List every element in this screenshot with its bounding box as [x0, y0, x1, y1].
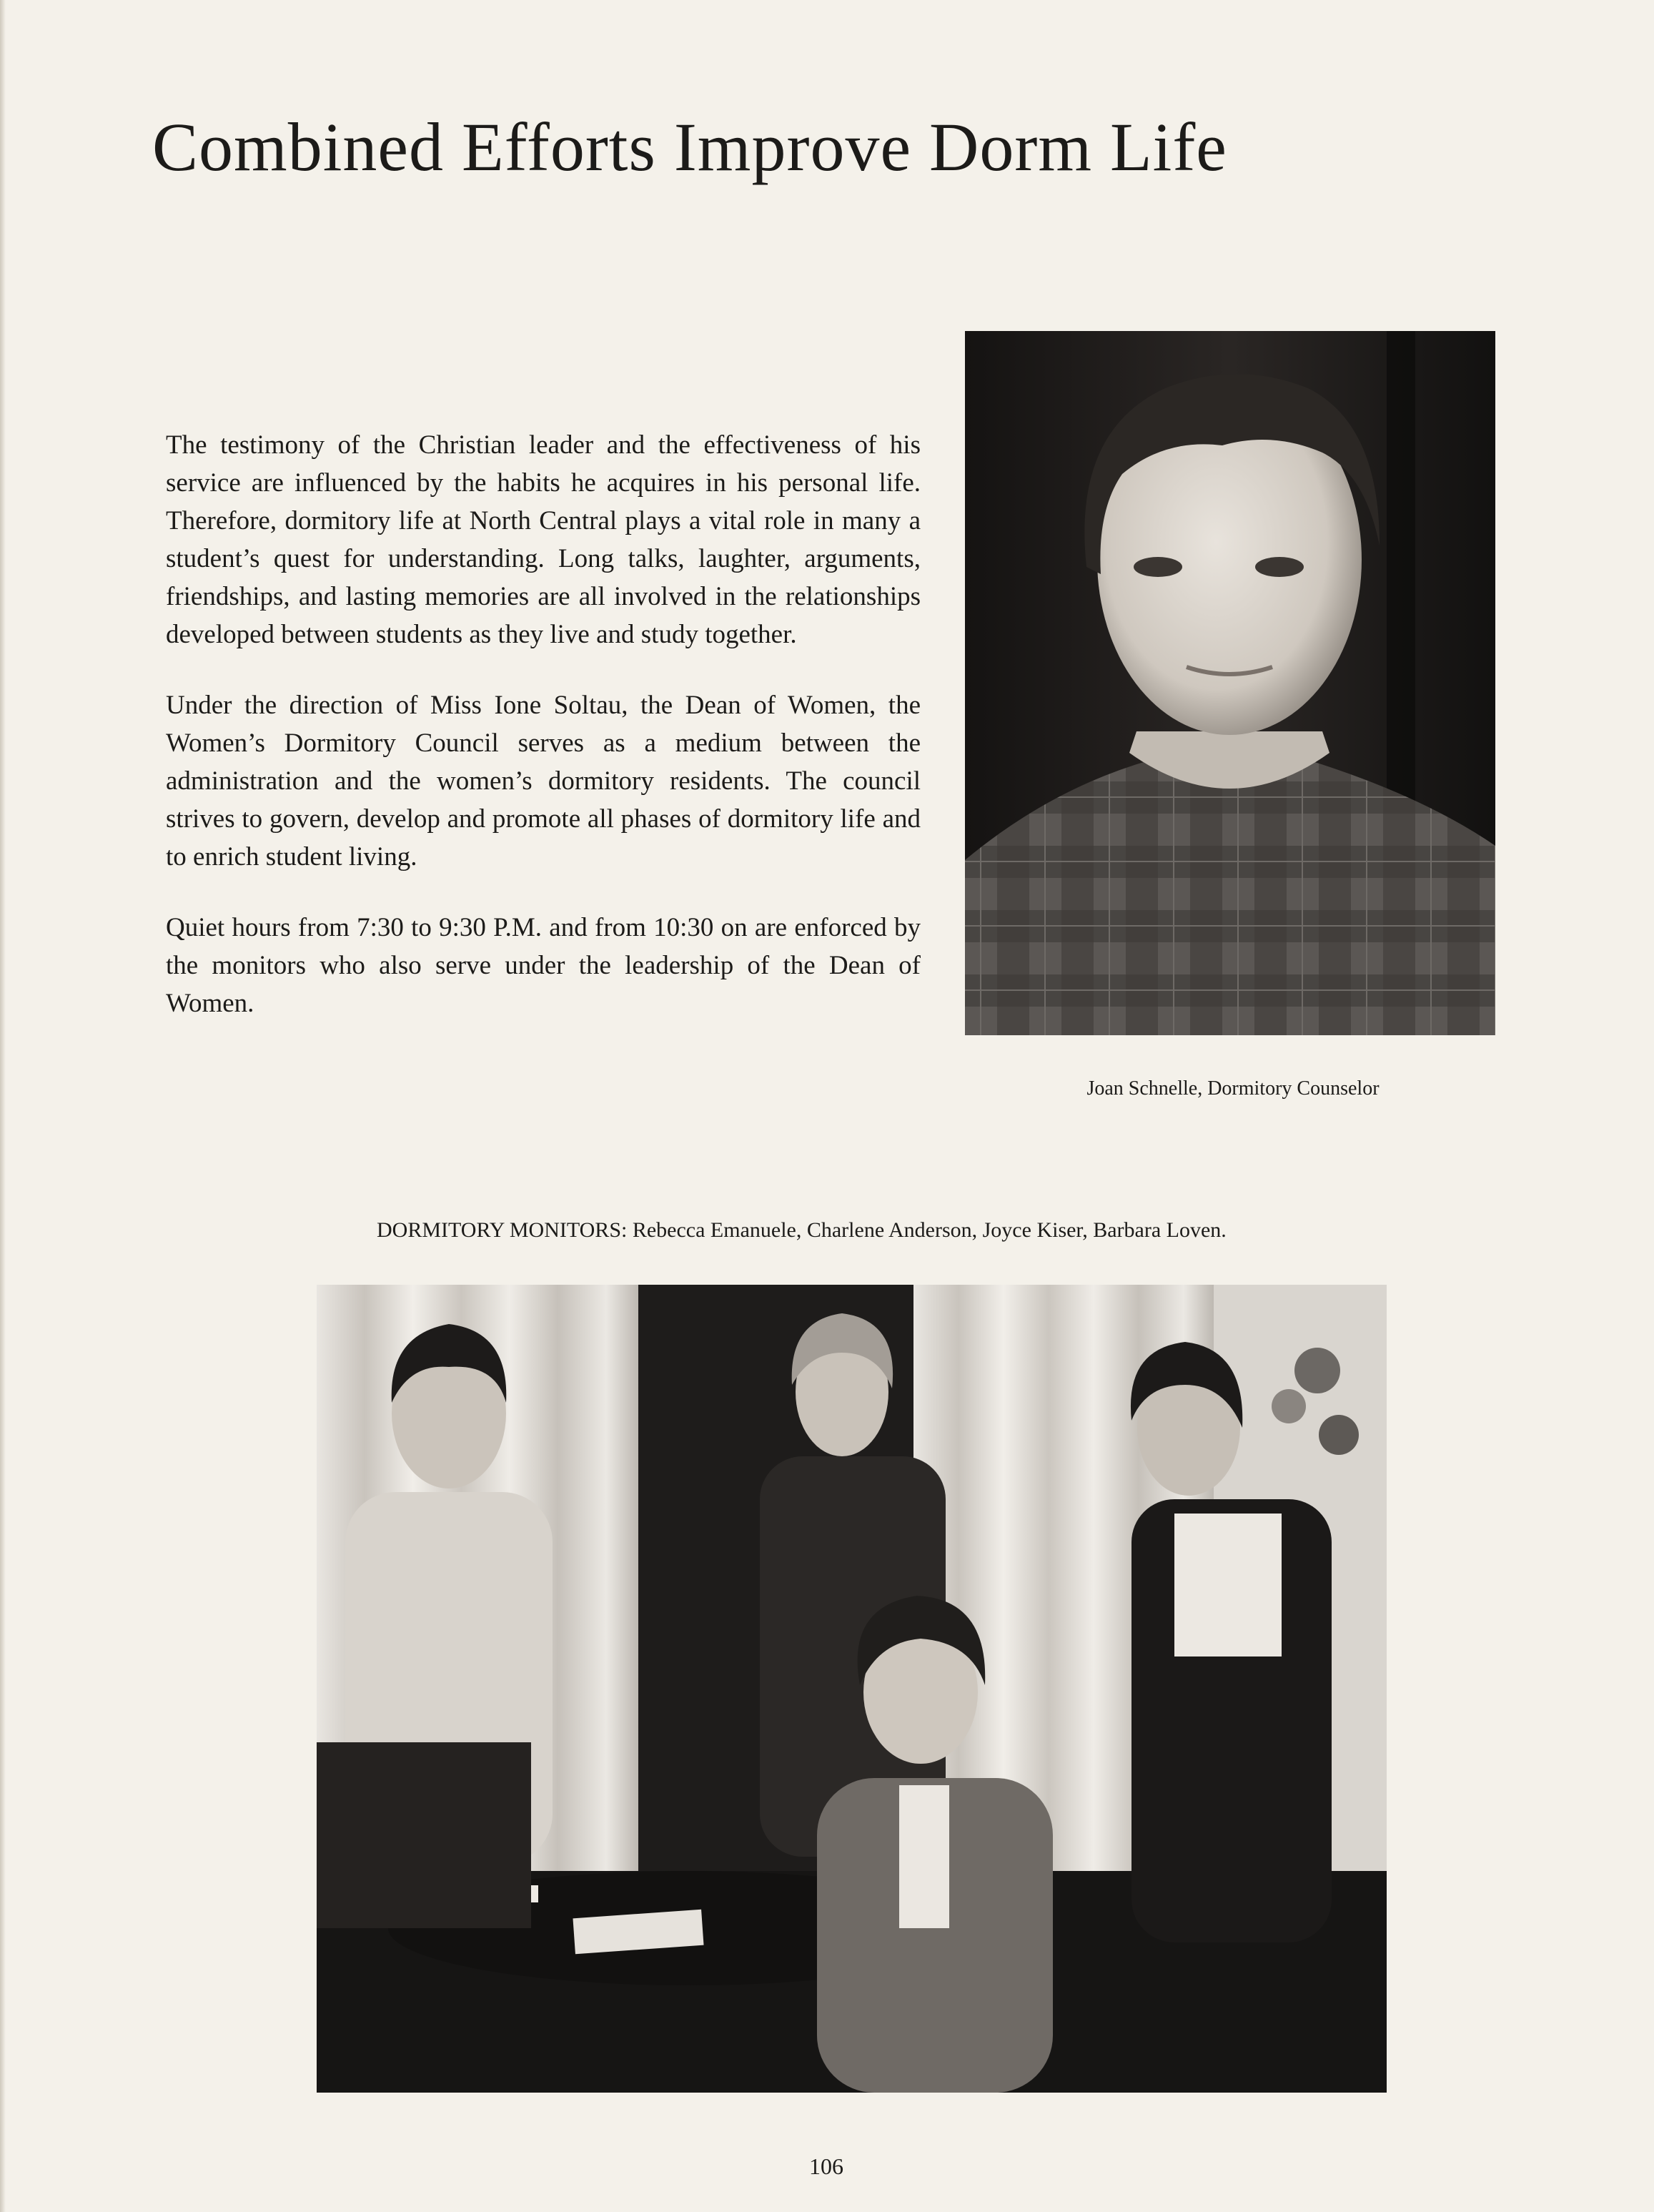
portrait-photo [965, 331, 1495, 1035]
paragraph-2: Under the direction of Miss Ione Soltau, the Dean of Women, the Women’s Dormitory Council serves as a medium between the administration and the women’s dormitory residents. The council strives to govern, develop and promote all phases of dormitory life and to enrich student living. [166, 691, 921, 872]
page-number: 106 [809, 2153, 843, 2179]
portrait-caption: Joan Schnelle, Dormitory Counselor [1086, 1077, 1380, 1100]
group-caption: DORMITORY MONITORS: Rebecca Emanuele, Charlene Anderson, Joyce Kiser, Barbara Loven. [377, 1218, 1227, 1242]
page-title: Combined Efforts Improve Dorm Life [152, 109, 1227, 185]
group-photo [317, 1285, 1387, 2093]
article-body [166, 426, 921, 1055]
paragraph-3: Quiet hours from 7:30 to 9:30 P.M. and from 10:30 on are enforced by the monitors who also serve under the leadership of the Dean of Women. [166, 913, 921, 1018]
paragraph-1: The testimony of the Christian leader and the effectiveness of his service are influenced by the habits he acquires in his personal life. Therefore, dormitory life at North Central plays a vital role in many a student’s quest for understanding. Long talks, laughter, arguments, friendships, and lasting memories are all involved in the relationships developed between students as they live and study together. [166, 430, 921, 649]
page-edge [0, 0, 6, 2212]
